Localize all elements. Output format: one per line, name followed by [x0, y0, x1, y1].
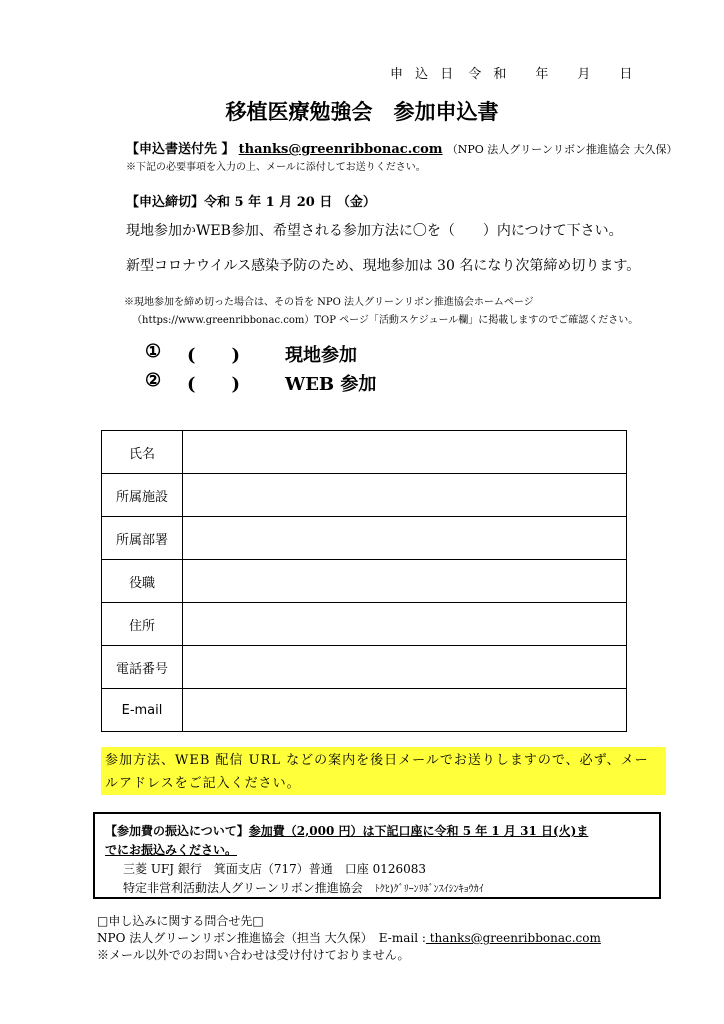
address-field[interactable] — [183, 603, 627, 646]
contact-org: NPO 法人グリーンリボン推進協会（担当 大久保） E-mail : — [97, 931, 426, 945]
contact-note: ※メール以外でのお問い合わせは受け付けておりません。 — [97, 948, 410, 962]
contact-email[interactable]: thanks@greenribbonac.com — [425, 931, 601, 945]
form-row-name — [102, 431, 627, 474]
field-label: E-mail — [102, 689, 183, 732]
send-to-email[interactable]: thanks@greenribbonac.com — [238, 142, 443, 157]
field-label: 電話番号 — [102, 646, 183, 689]
field-label: 所属施設 — [102, 474, 183, 517]
application-form-table — [101, 430, 627, 732]
option-number: ① — [145, 341, 162, 362]
fee-heading — [105, 822, 649, 841]
send-note: ※下記の必要事項を入力の上、メールに添付してお送りください。 — [126, 162, 426, 173]
application-date-line: 申 込 日 令 和 年 月 日 — [390, 67, 634, 82]
fee-box — [93, 812, 661, 899]
contact-heading: □申し込みに関する問合せ先□ — [97, 914, 264, 928]
send-to-recipient: （NPO 法人グリーンリボン推進協会 大久保） — [446, 143, 678, 156]
fee-heading-line-2: でにお振込みください。 — [105, 843, 238, 857]
form-row-position — [102, 560, 627, 603]
account-holder: 特定非営利活動法人グリーンリボン推進協会 ﾄｸﾋ)ｸﾞﾘｰﾝﾘﾎﾞﾝｽｲｼﾝｷｮｳｶｲ — [123, 881, 484, 895]
email-field[interactable] — [183, 689, 627, 732]
fee-amount: 参加費（2,000 円）は下記口座に令和 5 年 1 月 31 日(火)ま — [248, 824, 589, 838]
name-field[interactable] — [183, 431, 627, 474]
instruction-line-2: 新型コロナウイルス感染予防のため、現地参加は 30 名になり次第締め切ります。 — [126, 258, 641, 274]
email-notice: 参加方法、WEB 配信 URL などの案内を後日メールでお送りしますので、必ず、メールアドレスをご記入ください。 — [101, 747, 666, 795]
closure-note-line-1: ※現地参加を締め切った場合は、その旨を NPO 法人グリーンリボン推進協会ホームページ — [124, 297, 534, 308]
form-row-phone — [102, 646, 627, 689]
send-to-label: 【申込書送付先 】 — [126, 142, 235, 157]
field-label: 所属部署 — [102, 517, 183, 560]
form-row-email — [102, 689, 627, 732]
option-label: WEB 参加 — [285, 374, 377, 395]
contact-line — [97, 929, 601, 946]
closure-note-line-2: （https://www.greenribbonac.com）TOP ページ「活動スケジュール欄」に掲載しますのでご確認ください。 — [132, 315, 639, 326]
deadline: 【申込締切】令和 5 年 1 月 20 日 （金） — [126, 195, 376, 210]
option-paren[interactable]: ( ) — [187, 374, 241, 395]
bank-account: 三菱 UFJ 銀行 箕面支店（717）普通 口座 0126083 — [123, 862, 427, 876]
document-title: 移植医療勉強会 参加申込書 — [225, 99, 499, 124]
fee-heading-label: 【参加費の振込について】 — [105, 824, 249, 838]
instruction-line-1: 現地参加かWEB参加、希望される参加方法に〇を（ ）内につけて下さい。 — [126, 223, 623, 239]
form-row-department — [102, 517, 627, 560]
phone-field[interactable] — [183, 646, 627, 689]
position-field[interactable] — [183, 560, 627, 603]
affiliation-field[interactable] — [183, 474, 627, 517]
form-row-address — [102, 603, 627, 646]
field-label: 住所 — [102, 603, 183, 646]
account-holder-kana: ﾄｸﾋ)ｸﾞﾘｰﾝﾘﾎﾞﾝｽｲｼﾝｷｮｳｶｲ — [374, 884, 484, 895]
field-label: 氏名 — [102, 431, 183, 474]
option-paren[interactable]: ( ) — [187, 345, 241, 366]
form-row-affiliation — [102, 474, 627, 517]
option-label: 現地参加 — [285, 345, 357, 366]
department-field[interactable] — [183, 517, 627, 560]
send-to-line — [126, 138, 678, 157]
option-number: ② — [145, 370, 162, 391]
field-label: 役職 — [102, 560, 183, 603]
